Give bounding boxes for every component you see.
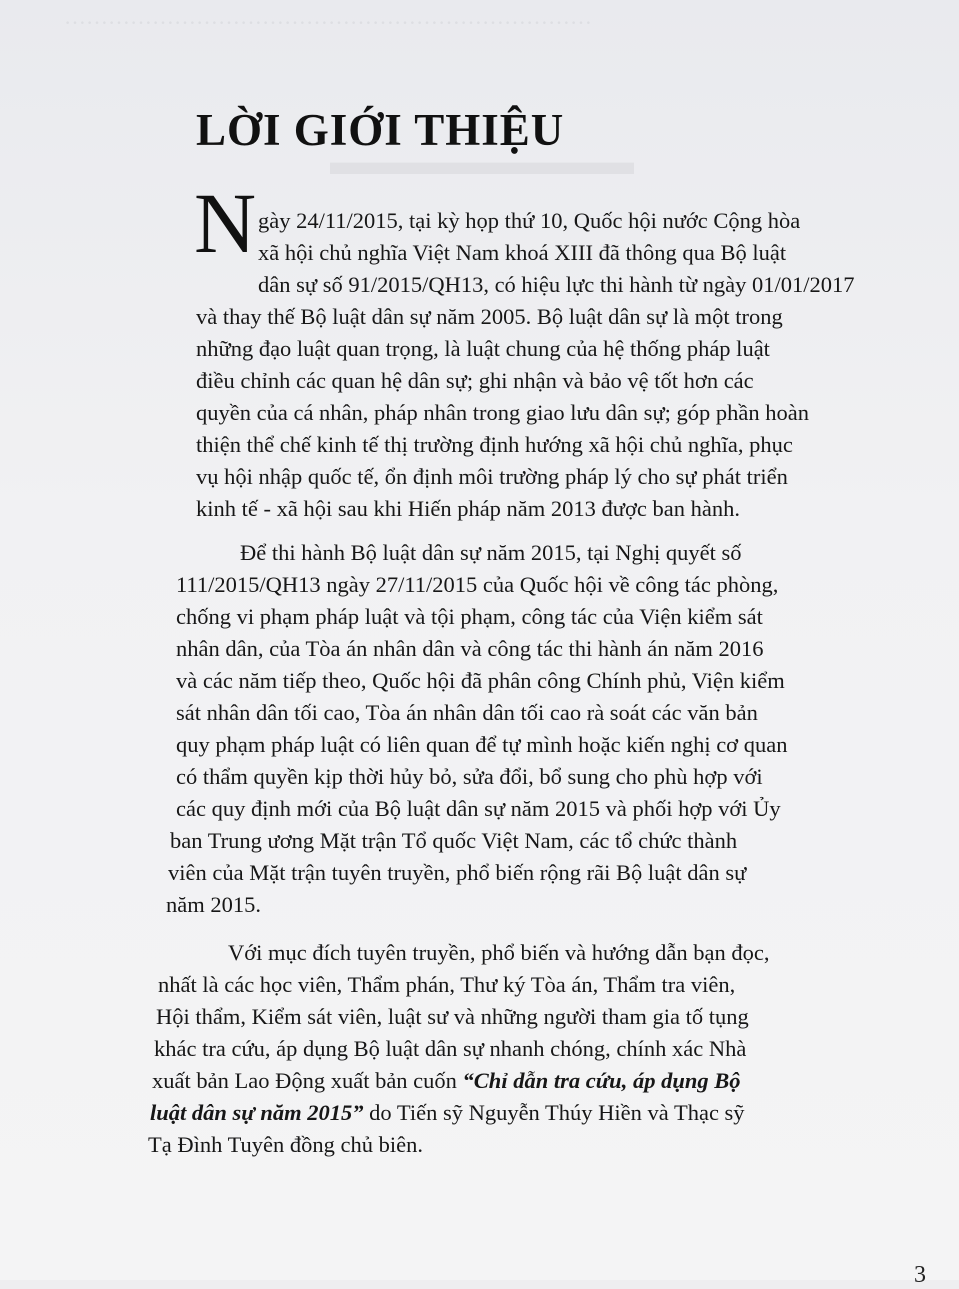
- text-line: chống vi phạm pháp luật và tội phạm, công tác của Viện kiểm sát: [176, 604, 763, 629]
- bleed-through-text: ………………………………………………………………: [64, 4, 592, 29]
- text-segment: xuất bản Lao Động xuất bản cuốn: [152, 1068, 457, 1093]
- text-line: dân sự số 91/2015/QH13, có hiệu lực thi hành từ ngày 01/01/2017: [258, 272, 855, 297]
- text-line: vụ hội nhập quốc tế, ổn định môi trường pháp lý cho sự phát triển: [196, 464, 788, 489]
- text-line: những đạo luật quan trọng, là luật chung của hệ thống pháp luật: [196, 336, 770, 361]
- text-line: năm 2015.: [166, 892, 261, 917]
- text-line: viên của Mặt trận tuyên truyền, phổ biến rộng rãi Bộ luật dân sự: [168, 860, 747, 885]
- text-line: gày 24/11/2015, tại kỳ họp thứ 10, Quốc hội nước Cộng hòa: [258, 208, 801, 233]
- text-line: xã hội chủ nghĩa Việt Nam khoá XIII đã thông qua Bộ luật: [258, 240, 787, 265]
- text-line: nhất là các học viên, Thẩm phán, Thư ký Tòa án, Thẩm tra viên,: [158, 972, 736, 997]
- text-line: ban Trung ương Mặt trận Tổ quốc Việt Nam, các tổ chức thành: [170, 828, 738, 853]
- bleed-through-title: ▬▬▬▬▬▬▬▬: [330, 141, 634, 183]
- page-heading: LỜI GIỚI THIỆU: [196, 105, 565, 155]
- text-line: 111/2015/QH13 ngày 27/11/2015 của Quốc hội về công tác phòng,: [176, 572, 779, 597]
- drop-cap: N: [194, 175, 257, 271]
- book-title-italic: luật dân sự năm 2015”: [150, 1100, 364, 1125]
- text-line: có thẩm quyền kịp thời hủy bỏ, sửa đổi, bổ sung cho phù hợp với: [176, 764, 763, 789]
- text-line: điều chỉnh các quan hệ dân sự; ghi nhận và bảo vệ tốt hơn các: [196, 368, 754, 393]
- text-line: kinh tế - xã hội sau khi Hiến pháp năm 2013 được ban hành.: [196, 496, 740, 521]
- text-line: Để thi hành Bộ luật dân sự năm 2015, tại Nghị quyết số: [240, 540, 742, 565]
- text-line: khác tra cứu, áp dụng Bộ luật dân sự nhanh chóng, chính xác Nhà: [154, 1036, 747, 1061]
- text-line: quy phạm pháp luật có liên quan để tự mình hoặc kiến nghị cơ quan: [176, 732, 788, 757]
- text-line: [152, 1066, 740, 1096]
- text-line: các quy định mới của Bộ luật dân sự năm 2015 và phối hợp với Ủy: [176, 796, 781, 821]
- text-line: và thay thế Bộ luật dân sự năm 2005. Bộ luật dân sự là một trong: [196, 304, 783, 329]
- text-line: sát nhân dân tối cao, Tòa án nhân dân tối cao rà soát các văn bản: [176, 700, 758, 725]
- text-line: và các năm tiếp theo, Quốc hội đã phân công Chính phủ, Viện kiểm: [176, 668, 785, 693]
- text-line: Với mục đích tuyên truyền, phổ biến và hướng dẫn bạn đọc,: [228, 940, 770, 965]
- page-number: 3: [914, 1262, 926, 1288]
- text-line: quyền của cá nhân, pháp nhân trong giao lưu dân sự; góp phần hoàn: [196, 400, 809, 425]
- text-line: Hội thẩm, Kiểm sát viên, luật sư và những người tham gia tố tụng: [156, 1004, 749, 1029]
- text-line: Tạ Đình Tuyên đồng chủ biên.: [148, 1132, 423, 1157]
- text-line: thiện thể chế kinh tế thị trường định hướng xã hội chủ nghĩa, phục: [196, 432, 793, 457]
- text-segment: do Tiến sỹ Nguyễn Thúy Hiền và Thạc sỹ: [363, 1100, 745, 1125]
- book-title-italic: “Chỉ dẫn tra cứu, áp dụng Bộ: [462, 1068, 741, 1093]
- text-line: [150, 1098, 745, 1128]
- text-line: nhân dân, của Tòa án nhân dân và công tác thi hành án năm 2016: [176, 636, 764, 661]
